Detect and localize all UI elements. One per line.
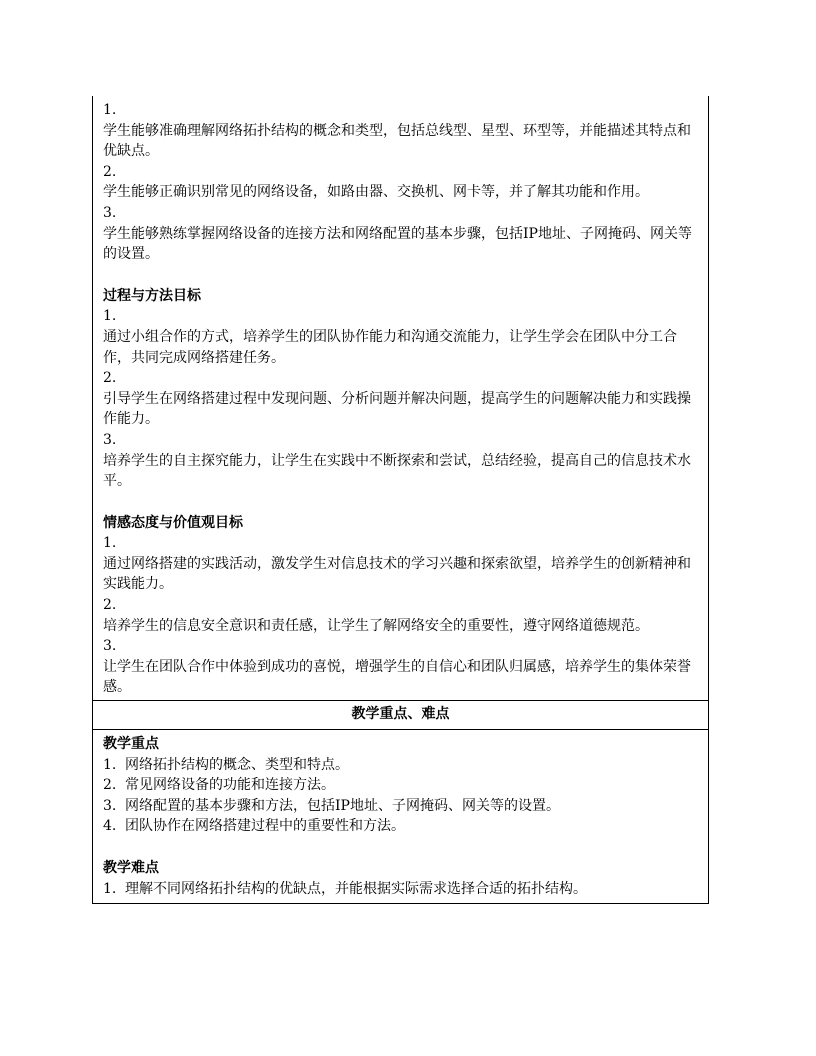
item-text: 让学生在团队合作中体验到成功的喜悦，增强学生的自信心和团队归属感，培养学生的集体荣誉感。 xyxy=(103,658,691,696)
difficulty-item xyxy=(103,879,699,900)
process-item xyxy=(103,368,699,430)
item-text: 通过小组合作的方式，培养学生的团队协作能力和沟通交流能力，让学生学会在团队中分工合作，共同完成网络搭建任务。 xyxy=(103,328,677,366)
item-number: 1. xyxy=(103,308,117,325)
item-number: 2. xyxy=(103,370,117,387)
spacer xyxy=(103,837,699,858)
focus-heading: 教学重点 xyxy=(103,736,159,753)
item-number: 3. xyxy=(103,431,117,448)
objectives-cell xyxy=(93,96,708,700)
item-number: 1. xyxy=(103,756,117,773)
spacer xyxy=(103,265,699,286)
spacer xyxy=(103,492,699,513)
focus-item xyxy=(103,775,699,796)
item-number: 3. xyxy=(103,638,117,655)
item-number: 2. xyxy=(103,597,117,614)
item-number: 4. xyxy=(103,818,117,835)
item-number: 1. xyxy=(103,880,117,897)
knowledge-item xyxy=(103,162,699,203)
focus-item xyxy=(103,796,699,817)
emotion-item xyxy=(103,595,699,636)
knowledge-item xyxy=(103,100,699,162)
key-points-header: 教学重点、难点 xyxy=(93,700,708,730)
item-text: 学生能够正确识别常见的网络设备，如路由器、交换机、网卡等，并了解其功能和作用。 xyxy=(103,184,649,201)
item-text: 通过网络搭建的实践活动，激发学生对信息技术的学习兴趣和探索欲望，培养学生的创新精神和实践能力。 xyxy=(103,555,691,593)
knowledge-item xyxy=(103,203,699,265)
process-item xyxy=(103,430,699,492)
item-text: 学生能够准确理解网络拓扑结构的概念和类型，包括总线型、星型、环型等，并能描述其特点和优缺点。 xyxy=(103,122,691,160)
item-text: 常见网络设备的功能和连接方法。 xyxy=(125,777,335,794)
difficulty-heading: 教学难点 xyxy=(103,860,159,876)
emotion-item xyxy=(103,636,699,698)
emotion-heading: 情感态度与价值观目标 xyxy=(103,514,243,531)
focus-item xyxy=(103,816,699,837)
process-item xyxy=(103,306,699,368)
emotion-item xyxy=(103,533,699,595)
item-text: 网络拓扑结构的概念、类型和特点。 xyxy=(125,756,349,773)
item-text: 团队协作在网络搭建过程中的重要性和方法。 xyxy=(125,818,405,835)
item-number: 2. xyxy=(103,163,117,180)
item-text: 网络配置的基本步骤和方法，包括IP地址、子网掩码、网关等的设置。 xyxy=(125,797,560,814)
item-number: 2. xyxy=(103,777,117,794)
item-text: 培养学生的信息安全意识和责任感，让学生了解网络安全的重要性，遵守网络道德规范。 xyxy=(103,617,649,634)
item-number: 3. xyxy=(103,204,117,221)
lesson-plan-table xyxy=(92,96,709,904)
key-points-cell xyxy=(93,730,708,903)
item-text: 学生能够熟练掌握网络设备的连接方法和网络配置的基本步骤，包括IP地址、子网掩码、网关等的设置。 xyxy=(103,225,692,263)
item-number: 1. xyxy=(103,102,117,118)
focus-item xyxy=(103,755,699,776)
item-number: 3. xyxy=(103,797,117,814)
item-text: 理解不同网络拓扑结构的优缺点，并能根据实际需求选择合适的拓扑结构。 xyxy=(125,880,587,897)
item-text: 引导学生在网络搭建过程中发现问题、分析问题并解决问题，提高学生的问题解决能力和实践操作能力。 xyxy=(103,390,691,428)
item-number: 1. xyxy=(103,535,117,552)
item-text: 培养学生的自主探究能力，让学生在实践中不断探索和尝试，总结经验，提高自己的信息技术水平。 xyxy=(103,452,691,490)
process-heading: 过程与方法目标 xyxy=(103,287,201,304)
